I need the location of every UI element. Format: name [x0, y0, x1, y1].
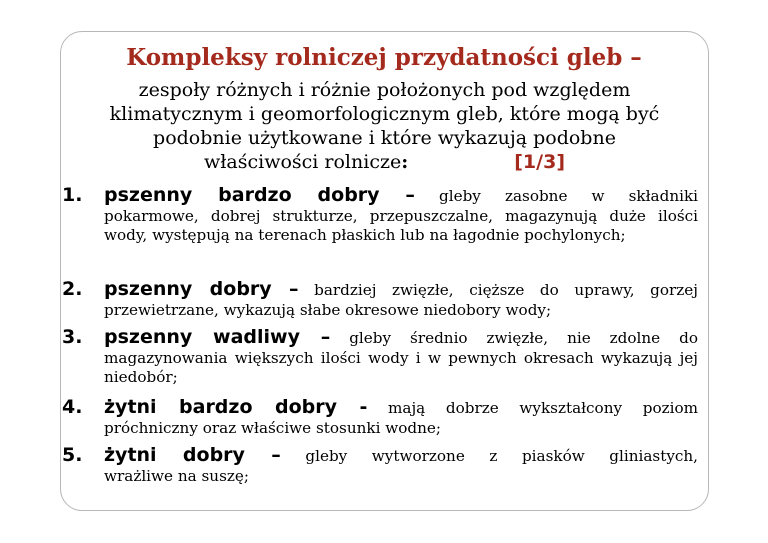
item-number: 1.	[62, 184, 83, 206]
item-first-line	[104, 325, 698, 349]
item-term: pszenny dobry –	[104, 278, 299, 300]
item-continuation: magazynowania większych ilości wody i w pewnych okresach wykazują jej niedobór;	[104, 349, 698, 386]
item-continuation: przewietrzane, wykazują słabe okresowe niedobory wody;	[104, 301, 552, 319]
item-body	[104, 443, 698, 486]
page-reference: [1/3]	[514, 151, 565, 173]
item-number: 5.	[62, 444, 83, 466]
intro-line-4	[60, 150, 709, 174]
item-term: żytni dobry –	[104, 444, 281, 466]
item-body	[104, 325, 698, 386]
intro-line-3: podobnie użytkowane i które wykazują podobne	[153, 127, 616, 149]
item-first-line	[104, 443, 698, 467]
item-body	[104, 183, 698, 244]
slide-title: Kompleksy rolniczej przydatności gleb –	[126, 44, 642, 71]
list-item-5	[62, 443, 698, 486]
item-term: pszenny wadliwy –	[104, 326, 331, 348]
item-continuation: pokarmowe, dobrej strukturze, przepuszczalne, magazynują duże ilości wody, występują na terenach płaskich lub na łagodnie pochylonych;	[104, 207, 698, 244]
item-first-line-text: gleby wytworzone z piasków gliniastych,	[305, 447, 699, 465]
item-body	[104, 395, 698, 438]
intro-colon: :	[401, 151, 409, 173]
item-body	[104, 277, 698, 320]
item-first-line	[104, 183, 698, 207]
item-continuation: wrażliwe na suszę;	[104, 467, 249, 485]
list-item-3	[62, 325, 698, 386]
item-first-line	[104, 277, 698, 301]
item-term: żytni bardzo dobry -	[104, 396, 368, 418]
intro-line-2: klimatycznym i geomorfologicznym gleb, które mogą być	[109, 103, 660, 125]
item-first-line-text: gleby zasobne w składniki	[439, 187, 699, 205]
item-continuation: próchniczny oraz właściwe stosunki wodne;	[104, 419, 442, 437]
intro-line-1: zespoły różnych i różnie położonych pod względem	[138, 79, 631, 101]
intro-paragraph	[60, 78, 709, 174]
item-number: 4.	[62, 396, 83, 418]
item-number: 3.	[62, 326, 83, 348]
item-first-line-text: gleby średnio zwięzłe, nie zdolne do	[349, 329, 698, 347]
list-item-1	[62, 183, 698, 244]
item-number: 2.	[62, 278, 83, 300]
item-term: pszenny bardzo dobry –	[104, 184, 415, 206]
intro-line-4-text: właściwości rolnicze	[203, 151, 402, 173]
list-item-4	[62, 395, 698, 438]
item-first-line	[104, 395, 698, 419]
item-first-line-text: mają dobrze wykształcony poziom	[388, 399, 698, 417]
list-item-2	[62, 277, 698, 320]
item-first-line-text: bardziej zwięzłe, cięższe do uprawy, gorzej	[314, 281, 698, 299]
